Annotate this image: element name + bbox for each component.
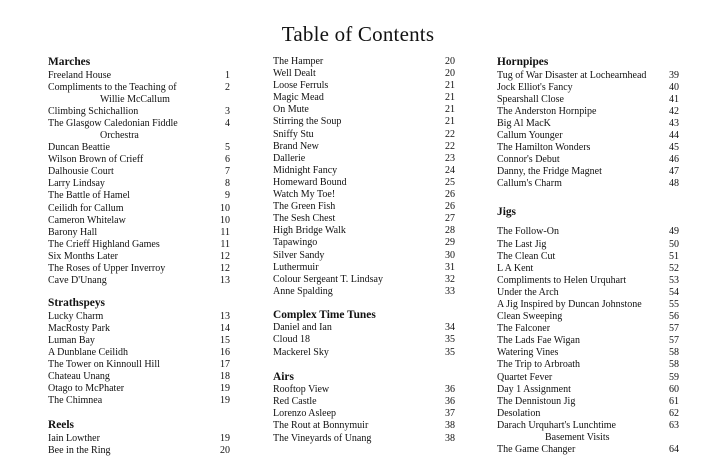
entry-title: Chateau Unang bbox=[48, 371, 110, 383]
toc-entry[interactable] bbox=[48, 275, 230, 287]
entry-page-number: 12 bbox=[220, 263, 230, 274]
entry-page-number: 21 bbox=[445, 104, 455, 116]
section-heading-complex-time-tunes: Complex Time Tunes bbox=[273, 308, 376, 321]
entry-page-number: 33 bbox=[445, 285, 455, 297]
toc-entry[interactable] bbox=[273, 165, 455, 177]
entry-title: Otago to McPhater bbox=[48, 383, 125, 395]
entry-page-number: 59 bbox=[669, 371, 679, 383]
section-heading-jigs: Jigs bbox=[497, 206, 516, 219]
entry-page-number: 51 bbox=[669, 250, 679, 262]
toc-entry[interactable] bbox=[273, 334, 455, 346]
entry-page-number: 21 bbox=[445, 80, 455, 92]
entry-page-number: 39 bbox=[669, 69, 679, 81]
entry-title: Quartet Fever bbox=[497, 371, 553, 383]
toc-entry[interactable] bbox=[48, 335, 230, 347]
entry-page-number: 14 bbox=[220, 322, 230, 334]
entry-title-continuation: Willie McCallum bbox=[100, 93, 170, 105]
entry-page-number: 19 bbox=[220, 432, 230, 444]
toc-entry[interactable] bbox=[497, 118, 679, 130]
entry-title: Luthermuir bbox=[273, 261, 319, 273]
toc-entry[interactable] bbox=[273, 141, 455, 153]
entry-title: Well Dealt bbox=[273, 68, 316, 80]
toc-entry[interactable] bbox=[497, 287, 679, 299]
entry-page-number: 27 bbox=[445, 213, 455, 225]
entry-page-number: 12 bbox=[220, 250, 230, 262]
toc-entry[interactable] bbox=[497, 408, 679, 420]
toc-entry[interactable] bbox=[48, 203, 230, 215]
toc-entry[interactable] bbox=[497, 347, 679, 359]
toc-entry[interactable] bbox=[273, 286, 455, 298]
toc-entry[interactable] bbox=[273, 177, 455, 189]
entry-page-number: 16 bbox=[220, 346, 230, 358]
toc-column-2 bbox=[273, 56, 455, 445]
entry-title-continuation: Basement Visits bbox=[545, 432, 610, 444]
toc-entry[interactable] bbox=[273, 225, 455, 237]
toc-entry[interactable] bbox=[48, 82, 230, 106]
entry-title: Midnight Fancy bbox=[273, 164, 338, 176]
entry-title: The Clean Cut bbox=[497, 250, 556, 262]
entry-page-number: 63 bbox=[669, 419, 679, 431]
entry-title: The Follow-On bbox=[497, 226, 559, 238]
entry-page-number: 21 bbox=[445, 92, 455, 104]
entry-page-number: 32 bbox=[445, 273, 455, 285]
entry-page-number: 62 bbox=[669, 407, 679, 419]
entry-title: Red Castle bbox=[273, 396, 317, 408]
entry-page-number: 20 bbox=[445, 68, 455, 80]
toc-entry[interactable] bbox=[497, 299, 679, 311]
entry-title: The Falconer bbox=[497, 323, 551, 335]
toc-entry[interactable] bbox=[48, 251, 230, 263]
entry-title: The Battle of Hamel bbox=[48, 190, 130, 202]
entry-page-number: 24 bbox=[445, 164, 455, 176]
entry-page-number: 50 bbox=[669, 238, 679, 250]
toc-entry[interactable] bbox=[48, 311, 230, 323]
entry-title: Lorenzo Asleep bbox=[273, 408, 337, 420]
toc-entry[interactable] bbox=[273, 274, 455, 286]
entry-title: The Dennistoun Jig bbox=[497, 395, 576, 407]
toc-entry[interactable] bbox=[48, 227, 230, 239]
entry-page-number: 42 bbox=[669, 105, 679, 117]
entry-page-number: 53 bbox=[669, 274, 679, 286]
entry-title: Big Al MacK bbox=[497, 117, 551, 129]
toc-entry[interactable] bbox=[273, 80, 455, 92]
entry-title: Rooftop View bbox=[273, 384, 330, 396]
toc-entry[interactable] bbox=[273, 153, 455, 165]
entry-title: Jock Elliot's Fancy bbox=[497, 81, 573, 93]
toc-entry[interactable] bbox=[48, 263, 230, 275]
entry-title: The Last Jig bbox=[497, 238, 547, 250]
entry-title: Luman Bay bbox=[48, 334, 95, 346]
entry-title: Daniel and Ian bbox=[273, 322, 332, 334]
toc-entry[interactable] bbox=[48, 323, 230, 335]
entry-title: Loose Ferruls bbox=[273, 80, 329, 92]
entry-page-number: 10 bbox=[220, 202, 230, 214]
toc-entry[interactable] bbox=[497, 94, 679, 106]
entry-page-number: 48 bbox=[669, 178, 679, 190]
entry-page-number: 34 bbox=[445, 322, 455, 334]
entry-title: Cave D'Unang bbox=[48, 275, 107, 287]
entry-page-number: 13 bbox=[220, 310, 230, 322]
toc-entry[interactable] bbox=[273, 396, 455, 408]
toc-entry[interactable] bbox=[273, 384, 455, 396]
toc-entry[interactable] bbox=[497, 323, 679, 335]
entry-title: Ceilidh for Callum bbox=[48, 202, 124, 214]
entry-page-number: 5 bbox=[225, 142, 230, 154]
toc-entry[interactable] bbox=[497, 311, 679, 323]
toc-entry[interactable] bbox=[48, 371, 230, 383]
entry-title: A Jig Inspired by Duncan Johnstone bbox=[497, 299, 642, 310]
toc-entry[interactable] bbox=[273, 116, 455, 128]
toc-entry[interactable] bbox=[497, 130, 679, 142]
entry-title: Callum Younger bbox=[497, 129, 563, 141]
toc-entry[interactable] bbox=[497, 142, 679, 154]
entry-title: Under the Arch bbox=[497, 286, 559, 298]
entry-page-number: 44 bbox=[669, 129, 679, 141]
section-heading-reels: Reels bbox=[48, 419, 74, 432]
entry-title: The Glasgow Caledonian Fiddle bbox=[48, 117, 178, 129]
entry-title: Iain Lowther bbox=[48, 432, 100, 444]
entry-title: Watering Vines bbox=[497, 347, 559, 359]
entry-title: Colour Sergeant T. Lindsay bbox=[273, 273, 383, 285]
toc-entry[interactable] bbox=[497, 239, 679, 251]
entry-page-number: 17 bbox=[220, 359, 230, 371]
entry-title: Silver Sandy bbox=[273, 249, 325, 261]
toc-entry[interactable] bbox=[497, 166, 679, 178]
toc-entry[interactable] bbox=[273, 92, 455, 104]
entry-page-number: 54 bbox=[669, 286, 679, 298]
entry-page-number: 11 bbox=[220, 238, 230, 250]
toc-entry[interactable] bbox=[273, 408, 455, 420]
toc-entry[interactable] bbox=[497, 275, 679, 287]
entry-title: The Tower on Kinnoull Hill bbox=[48, 359, 160, 371]
toc-entry[interactable] bbox=[273, 322, 455, 334]
entry-title: MacRosty Park bbox=[48, 322, 110, 334]
entry-title: The Vineyards of Unang bbox=[273, 432, 372, 444]
toc-entry[interactable] bbox=[273, 347, 455, 359]
toc-entry[interactable] bbox=[273, 250, 455, 262]
entry-title: The Crieff Highland Games bbox=[48, 238, 160, 250]
entry-page-number: 35 bbox=[445, 334, 455, 346]
entry-title: The Anderston Hornpipe bbox=[497, 105, 597, 117]
entry-title: Six Months Later bbox=[48, 250, 118, 262]
entry-title: The Trip to Arbroath bbox=[497, 359, 581, 371]
entry-title: Dalhousie Court bbox=[48, 166, 114, 178]
entry-page-number: 15 bbox=[220, 334, 230, 346]
toc-entry[interactable] bbox=[48, 166, 230, 178]
entry-page-number: 3 bbox=[225, 105, 230, 117]
entry-title: Duncan Beattie bbox=[48, 142, 110, 154]
entry-title: Cloud 18 bbox=[273, 334, 310, 346]
entry-page-number: 55 bbox=[669, 299, 679, 310]
entry-page-number: 1 bbox=[225, 69, 230, 81]
entry-page-number: 25 bbox=[445, 176, 455, 188]
entry-title: The Green Fish bbox=[273, 201, 336, 213]
entry-title: Day 1 Assignment bbox=[497, 383, 571, 395]
toc-entry[interactable] bbox=[48, 142, 230, 154]
entry-title: Desolation bbox=[497, 407, 541, 419]
entry-page-number: 26 bbox=[445, 201, 455, 213]
toc-entry[interactable] bbox=[48, 118, 230, 142]
entry-title: Larry Lindsay bbox=[48, 178, 105, 190]
entry-title: Anne Spalding bbox=[273, 285, 333, 297]
toc-column-3 bbox=[497, 56, 679, 456]
entry-page-number: 9 bbox=[225, 190, 230, 202]
entry-page-number: 8 bbox=[225, 178, 230, 190]
entry-title: The Lads Fae Wigan bbox=[497, 335, 580, 347]
entry-title: Freeland House bbox=[48, 69, 112, 81]
entry-title: The Game Changer bbox=[497, 444, 576, 456]
section-heading-strathspeys: Strathspeys bbox=[48, 297, 105, 310]
entry-page-number: 19 bbox=[220, 395, 230, 407]
toc-entry[interactable] bbox=[48, 383, 230, 395]
toc-entry[interactable] bbox=[273, 213, 455, 225]
toc-entry[interactable] bbox=[48, 154, 230, 166]
toc-entry[interactable] bbox=[273, 56, 455, 68]
entry-title: High Bridge Walk bbox=[273, 225, 346, 237]
toc-entry[interactable] bbox=[48, 359, 230, 371]
entry-page-number: 22 bbox=[445, 140, 455, 152]
toc-entry[interactable] bbox=[273, 420, 455, 432]
page-title: Table of Contents bbox=[281, 22, 435, 46]
entry-page-number: 52 bbox=[669, 262, 679, 274]
toc-entry[interactable] bbox=[48, 106, 230, 118]
entry-page-number: 37 bbox=[445, 408, 455, 420]
toc-entry[interactable] bbox=[497, 372, 679, 384]
toc-entry[interactable] bbox=[273, 129, 455, 141]
toc-entry[interactable] bbox=[48, 70, 230, 82]
entry-title: Tapawingo bbox=[273, 237, 318, 249]
toc-entry[interactable] bbox=[48, 215, 230, 227]
entry-title: Darach Urquhart's Lunchtime bbox=[497, 419, 616, 431]
entry-title: Spearshall Close bbox=[497, 93, 564, 105]
entry-title: Clean Sweeping bbox=[497, 311, 563, 323]
entry-page-number: 18 bbox=[220, 371, 230, 383]
entry-page-number: 38 bbox=[445, 432, 455, 444]
entry-title: Sniffy Stu bbox=[273, 128, 314, 140]
toc-entry[interactable] bbox=[273, 104, 455, 116]
entry-page-number: 57 bbox=[669, 323, 679, 335]
toc-entry[interactable] bbox=[497, 444, 679, 456]
toc-column-1 bbox=[48, 56, 230, 457]
toc-entry[interactable] bbox=[273, 262, 455, 274]
entry-page-number: 7 bbox=[225, 166, 230, 178]
entry-page-number: 57 bbox=[669, 335, 679, 347]
entry-title: Dallerie bbox=[273, 152, 306, 164]
entry-title: Compliments to Helen Urquhart bbox=[497, 274, 627, 286]
toc-entry[interactable] bbox=[273, 68, 455, 80]
entry-title: Lucky Charm bbox=[48, 310, 104, 322]
entry-page-number: 4 bbox=[225, 117, 230, 129]
toc-entry[interactable] bbox=[497, 384, 679, 396]
entry-page-number: 11 bbox=[220, 226, 230, 238]
entry-page-number: 30 bbox=[445, 249, 455, 261]
entry-title: A Dunblane Ceilidh bbox=[48, 346, 128, 358]
entry-page-number: 31 bbox=[445, 261, 455, 273]
entry-title: Wilson Brown of Crieff bbox=[48, 154, 144, 166]
entry-page-number: 49 bbox=[669, 226, 679, 238]
entry-title: On Mute bbox=[273, 104, 309, 116]
toc-entry[interactable] bbox=[497, 70, 679, 82]
entry-title: Watch My Toe! bbox=[273, 189, 336, 201]
entry-page-number: 38 bbox=[445, 420, 455, 432]
entry-page-number: 28 bbox=[445, 225, 455, 237]
toc-entry[interactable] bbox=[273, 433, 455, 445]
entry-page-number: 60 bbox=[669, 383, 679, 395]
toc-entry[interactable] bbox=[273, 237, 455, 249]
toc-entry[interactable] bbox=[497, 420, 679, 444]
toc-entry[interactable] bbox=[497, 396, 679, 408]
toc-entry[interactable] bbox=[497, 359, 679, 371]
toc-entry[interactable] bbox=[497, 251, 679, 263]
entry-title: Bee in the Ring bbox=[48, 445, 111, 457]
entry-page-number: 21 bbox=[445, 116, 455, 128]
section-heading-hornpipes: Hornpipes bbox=[497, 56, 549, 68]
entry-title: The Roses of Upper Inverroy bbox=[48, 263, 166, 274]
entry-page-number: 56 bbox=[669, 311, 679, 323]
toc-entry[interactable] bbox=[48, 190, 230, 202]
entry-title-continuation: Orchestra bbox=[100, 129, 139, 141]
entry-title: Tug of War Disaster at Lochearnhead bbox=[497, 69, 647, 81]
section-heading-airs: Airs bbox=[273, 370, 294, 383]
toc-entry[interactable] bbox=[497, 263, 679, 275]
toc-entry[interactable] bbox=[497, 106, 679, 118]
entry-page-number: 43 bbox=[669, 117, 679, 129]
entry-page-number: 35 bbox=[445, 346, 455, 358]
entry-title: Connor's Debut bbox=[497, 154, 560, 166]
entry-title: Danny, the Fridge Magnet bbox=[497, 166, 602, 178]
entry-title: Cameron Whitelaw bbox=[48, 214, 126, 226]
entry-page-number: 6 bbox=[225, 154, 230, 166]
toc-entry[interactable] bbox=[48, 395, 230, 407]
entry-title: The Hamper bbox=[273, 56, 324, 67]
entry-page-number: 23 bbox=[445, 152, 455, 164]
toc-entry[interactable] bbox=[48, 347, 230, 359]
toc-entry[interactable] bbox=[497, 335, 679, 347]
entry-page-number: 2 bbox=[225, 81, 230, 93]
entry-title: Brand New bbox=[273, 140, 319, 152]
entry-title: Stirring the Soup bbox=[273, 116, 342, 128]
entry-page-number: 13 bbox=[220, 275, 230, 287]
toc-entry[interactable] bbox=[497, 82, 679, 94]
entry-page-number: 26 bbox=[445, 189, 455, 201]
entry-page-number: 58 bbox=[669, 359, 679, 371]
entry-title: L A Kent bbox=[497, 262, 534, 274]
toc-entry[interactable] bbox=[48, 445, 230, 457]
entry-page-number: 19 bbox=[220, 383, 230, 395]
entry-page-number: 10 bbox=[220, 214, 230, 226]
entry-title: Magic Mead bbox=[273, 92, 324, 104]
toc-entry[interactable] bbox=[497, 178, 679, 190]
toc-entry[interactable] bbox=[497, 226, 679, 238]
toc-entry[interactable] bbox=[273, 201, 455, 213]
entry-page-number: 64 bbox=[669, 444, 679, 456]
entry-page-number: 36 bbox=[445, 384, 455, 396]
toc-entry[interactable] bbox=[48, 433, 230, 445]
entry-title: The Chimnea bbox=[48, 395, 103, 407]
entry-page-number: 58 bbox=[669, 347, 679, 359]
toc-entry[interactable] bbox=[48, 239, 230, 251]
entry-title: The Rout at Bonnymuir bbox=[273, 420, 369, 432]
entry-page-number: 29 bbox=[445, 237, 455, 249]
entry-page-number: 61 bbox=[669, 395, 679, 407]
entry-page-number: 41 bbox=[669, 93, 679, 105]
entry-title: Climbing Schichallion bbox=[48, 105, 139, 117]
toc-entry[interactable] bbox=[497, 154, 679, 166]
entry-page-number: 22 bbox=[445, 128, 455, 140]
entry-page-number: 40 bbox=[669, 81, 679, 93]
entry-title: The Sesh Chest bbox=[273, 213, 336, 225]
entry-page-number: 20 bbox=[220, 445, 230, 457]
entry-page-number: 20 bbox=[445, 56, 455, 67]
toc-entry[interactable] bbox=[48, 178, 230, 190]
entry-page-number: 36 bbox=[445, 396, 455, 408]
entry-title: Callum's Charm bbox=[497, 178, 562, 190]
entry-title: Homeward Bound bbox=[273, 176, 347, 188]
entry-page-number: 47 bbox=[669, 166, 679, 178]
section-heading-marches: Marches bbox=[48, 56, 91, 68]
entry-title: Compliments to the Teaching of bbox=[48, 81, 177, 93]
entry-title: Barony Hall bbox=[48, 226, 98, 238]
entry-page-number: 45 bbox=[669, 142, 679, 154]
entry-page-number: 46 bbox=[669, 154, 679, 166]
entry-title: The Hamilton Wonders bbox=[497, 142, 591, 154]
toc-entry[interactable] bbox=[273, 189, 455, 201]
entry-title: Mackerel Sky bbox=[273, 346, 329, 358]
